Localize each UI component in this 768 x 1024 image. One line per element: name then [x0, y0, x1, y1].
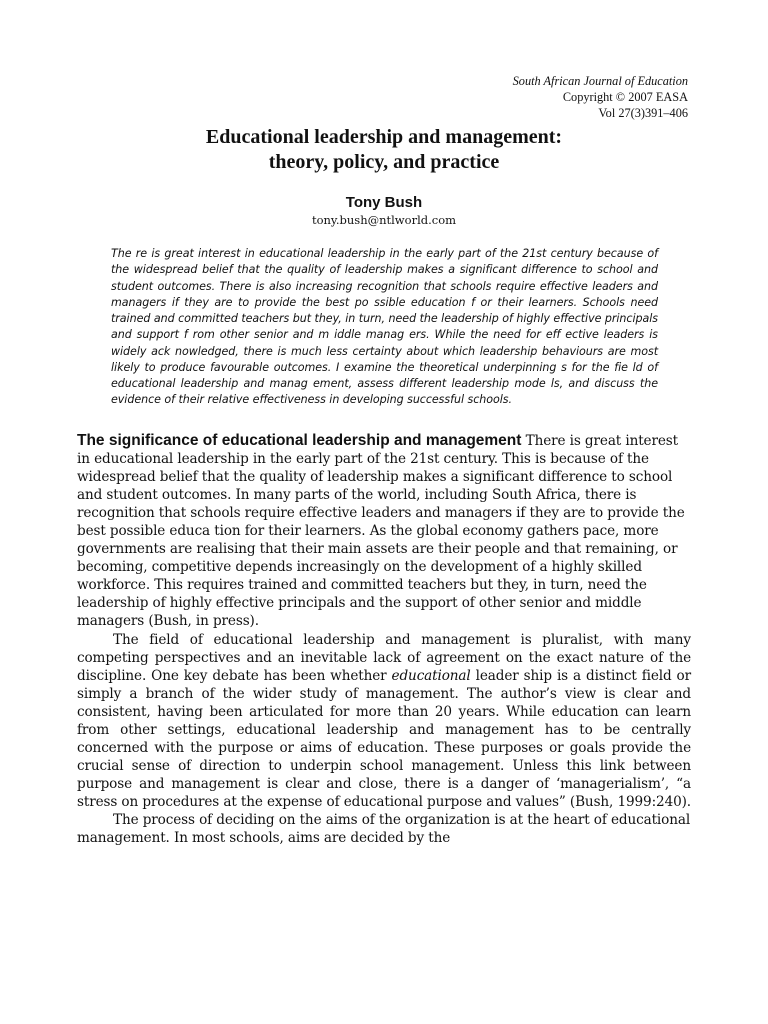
journal-header [368, 73, 688, 121]
article-title [0, 125, 768, 175]
paragraph-2-text-b: leader ship is a distinct field or simply a branch of the wider study of management. The author’s view is clear and consistent, having been articulated for more than 20 years. While education can learn from other settings, educational leadership and management has to be centrally concerned with the purpose or aims of education. These purposes or goals provide the crucial sense of direction to underpin school management. Unless this link between purpose and management is clear and close, there is a danger of ‘managerialism’, “a stress on procedures at the expense of educational purpose and values” (Bush, 1999:240). [77, 667, 692, 810]
journal-name: South African Journal of Education [512, 74, 688, 88]
emphasis-educational: educational [391, 667, 471, 684]
paragraph-2 [77, 631, 691, 811]
paragraph-1-text: There is great interest in educational leadership in the early part of the 21st century. This is because of the widespread belief that the quality of leadership makes a significant difference to school and student outcomes. In many parts of the world, including South Africa, there is recognition that schools require effective leaders and managers if they are to provide the best possible educa tion for their learners. As the global economy gathers pace, more governments are realising that their main assets are their people and that remaining, or becoming, competitive depends increasingly on the development of a highly skilled workforce. This requires trained and committed teachers but they, in turn, need the leadership of highly effective principals and the support of other senior and middle managers (Bush, in press). [77, 433, 685, 630]
section-heading: The significance of educational leadership and management [77, 432, 522, 449]
title-line-1: Educational leadership and management: [205, 126, 563, 148]
paragraph-2-text-a: The field of educational leadership and management is pluralist, with many competing perspectives and an inevitable lack of agreement on the exact nature of the discipline. One key debate has been whether [77, 631, 691, 684]
paragraph-1 [77, 432, 691, 631]
abstract: The re is great interest in educational leadership in the early part of the 21st century because of the widespread belief that the quality of leadership makes a significant difference to school and student outcomes. There is also increasing recognition that schools require effective leaders and managers if they are to provide the best po ssible education f or their learners. Schools need trained and committed teachers but they, in turn, need the leadership of highly effective principals and support f rom other senior and m iddle manag ers. While the need for eff ective leaders is widely ack nowledged, there is much less certainty about which leadership behaviours are most likely to produce favourable outcomes. I examine the theoretical underpinning s for the fie ld of educational leadership and manag ement, assess different leadership mode ls, and discuss the evidence of their relative effectiveness in developing successful schools. [111, 247, 658, 407]
author-name: Tony Bush [345, 194, 423, 211]
author-email: tony.bush@ntlworld.com [311, 213, 457, 227]
volume-line: Vol 27(3)391–406 [598, 106, 688, 120]
copyright-line: Copyright © 2007 EASA [562, 90, 688, 104]
article-body [77, 432, 691, 847]
title-line-2: theory, policy, and practice [268, 151, 500, 173]
paragraph-3: The process of deciding on the aims of the organization is at the heart of educational management. In most schools, aims are decided by the [77, 811, 691, 847]
